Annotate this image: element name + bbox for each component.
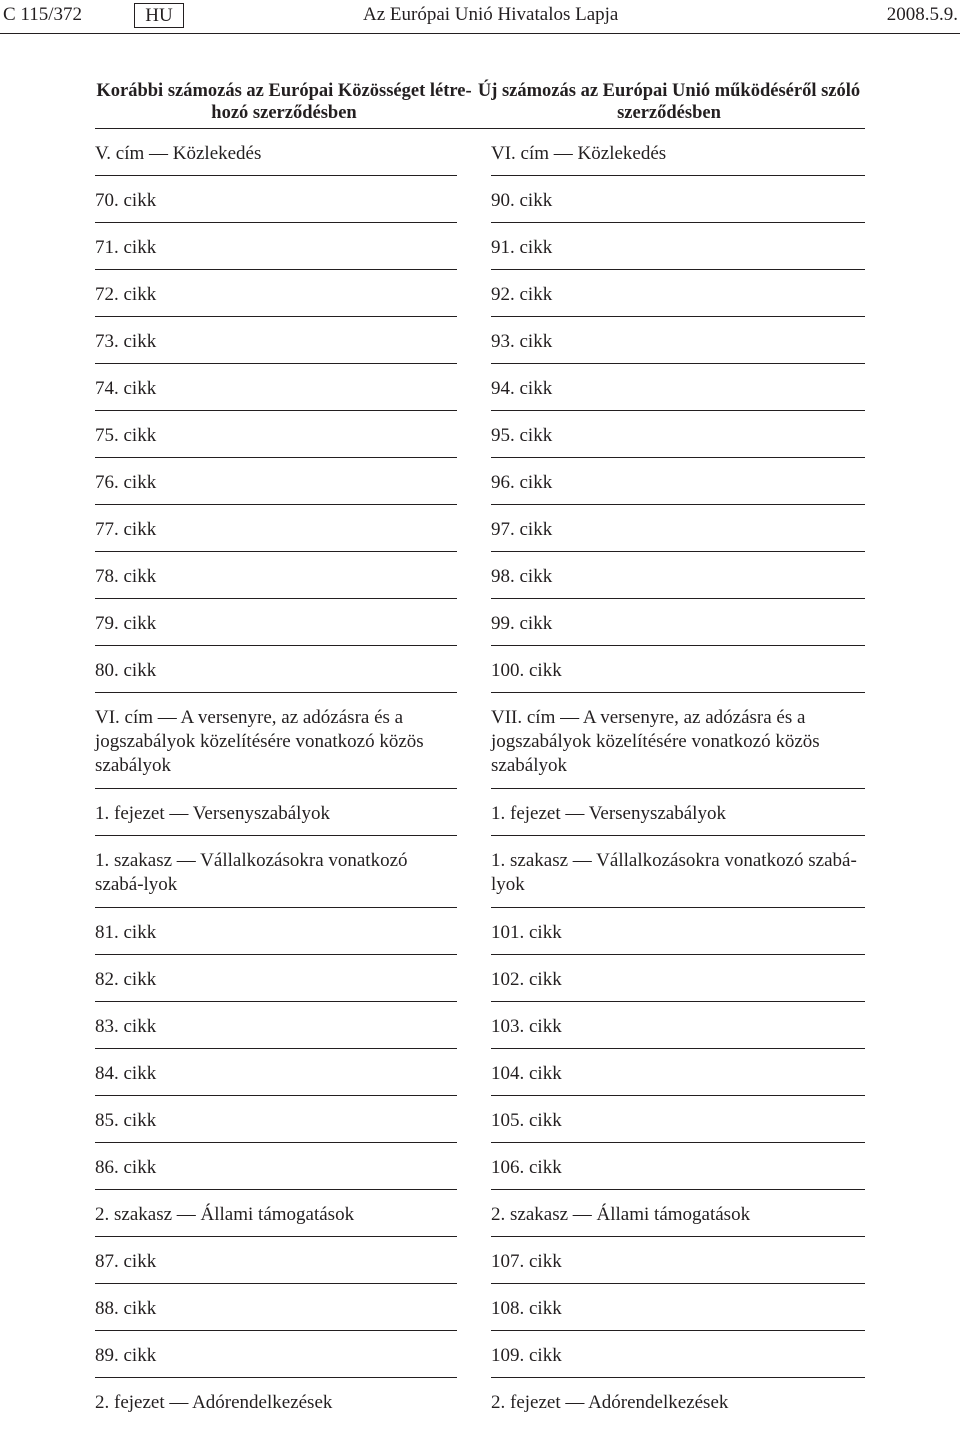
new-number-cell: 97. cikk [491, 505, 865, 552]
table-row [95, 1284, 865, 1331]
new-number-cell: 109. cikk [491, 1331, 865, 1378]
old-number-cell: 71. cikk [95, 223, 457, 270]
old-number-cell: 88. cikk [95, 1284, 457, 1331]
chapter-heading-cell: 1. fejezet — Versenyszabályok [95, 789, 457, 836]
title-heading-cell: VI. cím — A versenyre, az adózásra és a jogszabályok közelítésére vonatkozó közös szabályok [95, 693, 457, 789]
old-number-cell: 85. cikk [95, 1096, 457, 1143]
table-row [95, 789, 865, 836]
table-row [95, 223, 865, 270]
old-number-cell: 83. cikk [95, 1002, 457, 1049]
old-number-cell: 70. cikk [95, 176, 457, 223]
new-number-cell: 92. cikk [491, 270, 865, 317]
old-number-cell: 74. cikk [95, 364, 457, 411]
table-row [95, 693, 865, 789]
old-number-cell: V. cím — Közlekedés [95, 129, 457, 176]
new-number-cell: 101. cikk [491, 908, 865, 955]
table-row [95, 955, 865, 1002]
section-heading-cell: 2. szakasz — Állami támogatások [491, 1190, 865, 1237]
old-number-cell: 75. cikk [95, 411, 457, 458]
old-number-cell: 80. cikk [95, 646, 457, 693]
new-number-cell: 91. cikk [491, 223, 865, 270]
publication-date: 2008.5.9. [886, 4, 958, 25]
table-row [95, 458, 865, 505]
new-number-cell: 96. cikk [491, 458, 865, 505]
chapter-heading-cell: 1. fejezet — Versenyszabályok [491, 789, 865, 836]
new-number-cell: 93. cikk [491, 317, 865, 364]
table-header-row [95, 80, 865, 129]
table-row [95, 1378, 865, 1425]
section-heading-cell: 2. szakasz — Állami támogatások [95, 1190, 457, 1237]
table-row [95, 364, 865, 411]
new-number-cell: 105. cikk [491, 1096, 865, 1143]
table-row [95, 129, 865, 176]
new-number-cell: 107. cikk [491, 1237, 865, 1284]
table-row [95, 836, 865, 908]
table-row [95, 411, 865, 458]
journal-title: Az Európai Unió Hivatalos Lapja [363, 4, 619, 25]
table-row [95, 1002, 865, 1049]
table-row [95, 646, 865, 693]
new-number-cell: 104. cikk [491, 1049, 865, 1096]
old-number-cell: 81. cikk [95, 908, 457, 955]
new-number-cell: 90. cikk [491, 176, 865, 223]
left-column-heading: Korábbi számozás az Európai Közösséget létre-hozó szerződésben [96, 81, 472, 123]
section-heading-cell: 1. szakasz — Vállalkozásokra vonatkozó szabá-lyok [491, 836, 865, 908]
old-number-cell: 72. cikk [95, 270, 457, 317]
right-column-heading: Új számozás az Európai Unió működéséről szóló szerződésben [477, 81, 861, 123]
table-row [95, 270, 865, 317]
table-row [95, 1143, 865, 1190]
table-row [95, 1049, 865, 1096]
new-number-cell: 98. cikk [491, 552, 865, 599]
old-number-cell: 87. cikk [95, 1237, 457, 1284]
old-number-cell: 77. cikk [95, 505, 457, 552]
old-number-cell: 76. cikk [95, 458, 457, 505]
header-rule [0, 33, 960, 34]
old-number-cell: 89. cikk [95, 1331, 457, 1378]
table-row [95, 552, 865, 599]
table-row [95, 1237, 865, 1284]
new-number-cell: 106. cikk [491, 1143, 865, 1190]
new-number-cell: 103. cikk [491, 1002, 865, 1049]
new-number-cell: 108. cikk [491, 1284, 865, 1331]
table-row [95, 908, 865, 955]
old-number-cell: 79. cikk [95, 599, 457, 646]
table-row [95, 1096, 865, 1143]
new-number-cell: 95. cikk [491, 411, 865, 458]
section-heading-cell: 1. szakasz — Vállalkozásokra vonatkozó szabá-lyok [95, 836, 457, 908]
title-heading-cell: VII. cím — A versenyre, az adózásra és a jogszabályok közelítésére vonatkozó közös szabályok [491, 693, 865, 789]
chapter-heading-cell: 2. fejezet — Adórendelkezések [491, 1392, 729, 1413]
chapter-heading-cell: 2. fejezet — Adórendelkezések [95, 1392, 333, 1413]
table-row [95, 505, 865, 552]
page-reference: C 115/372 [3, 4, 82, 25]
page-header [0, 0, 960, 32]
correlation-table [95, 80, 865, 1425]
table-row [95, 1190, 865, 1237]
old-number-cell: 84. cikk [95, 1049, 457, 1096]
new-number-cell: 94. cikk [491, 364, 865, 411]
old-number-cell: 73. cikk [95, 317, 457, 364]
new-number-cell: 99. cikk [491, 599, 865, 646]
language-badge: HU [134, 3, 184, 28]
table-row [95, 317, 865, 364]
table-row [95, 1331, 865, 1378]
old-number-cell: 78. cikk [95, 552, 457, 599]
table-row [95, 599, 865, 646]
old-number-cell: 86. cikk [95, 1143, 457, 1190]
old-number-cell: 82. cikk [95, 955, 457, 1002]
new-number-cell: VI. cím — Közlekedés [491, 129, 865, 176]
table-row [95, 176, 865, 223]
new-number-cell: 100. cikk [491, 646, 865, 693]
new-number-cell: 102. cikk [491, 955, 865, 1002]
